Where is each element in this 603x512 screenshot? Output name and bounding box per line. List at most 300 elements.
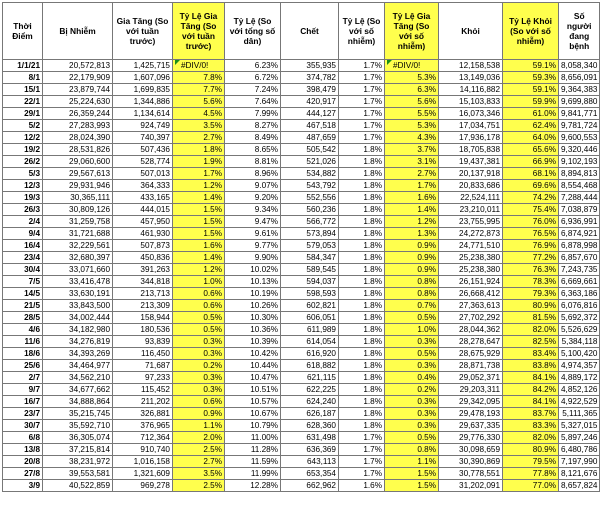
cell-rate-deaths[interactable]: 1.7% — [339, 120, 385, 132]
cell-active[interactable]: 5,897,246 — [559, 432, 600, 444]
cell-rate-increase-week[interactable]: 7.8% — [173, 72, 225, 84]
cell-rate-population[interactable]: 10.79% — [225, 420, 281, 432]
cell-rate-increase-infected[interactable]: 0.3% — [385, 396, 439, 408]
cell-rate-increase-infected[interactable]: 1.7% — [385, 180, 439, 192]
header-rate-increase-infected[interactable]: Tỷ Lệ Gia Tăng (So với số nhiễm) — [385, 3, 439, 60]
cell-recovered[interactable]: 28,044,362 — [439, 324, 503, 336]
cell-rate-deaths[interactable]: 1.8% — [339, 420, 385, 432]
cell-recovered[interactable]: 29,478,193 — [439, 408, 503, 420]
cell-rate-population[interactable]: 10.30% — [225, 312, 281, 324]
cell-deaths[interactable]: 631,498 — [281, 432, 339, 444]
cell-infected[interactable]: 37,215,814 — [43, 444, 113, 456]
cell-deaths[interactable]: 355,935 — [281, 60, 339, 72]
cell-rate-increase-week[interactable]: 1.1% — [173, 420, 225, 432]
cell-rate-increase-week[interactable]: 7.7% — [173, 84, 225, 96]
cell-infected[interactable]: 32,680,397 — [43, 252, 113, 264]
cell-rate-increase-infected[interactable]: #DIV/0! — [385, 60, 439, 72]
cell-increase[interactable]: 116,450 — [113, 348, 173, 360]
cell-rate-recovered[interactable]: 79.3% — [503, 288, 559, 300]
cell-rate-recovered[interactable]: 59.9% — [503, 96, 559, 108]
cell-deaths[interactable]: 622,225 — [281, 384, 339, 396]
cell-rate-population[interactable]: 11.59% — [225, 456, 281, 468]
cell-recovered[interactable]: 17,034,751 — [439, 120, 503, 132]
cell-rate-increase-infected[interactable]: 3.1% — [385, 156, 439, 168]
cell-date[interactable]: 5/2 — [3, 120, 43, 132]
cell-increase[interactable]: 71,687 — [113, 360, 173, 372]
cell-active[interactable]: 9,699,880 — [559, 96, 600, 108]
cell-rate-increase-week[interactable]: 5.6% — [173, 96, 225, 108]
cell-rate-recovered[interactable]: 77.2% — [503, 252, 559, 264]
cell-rate-population[interactable]: 10.39% — [225, 336, 281, 348]
cell-infected[interactable]: 35,215,745 — [43, 408, 113, 420]
cell-infected[interactable]: 36,305,074 — [43, 432, 113, 444]
cell-recovered[interactable]: 24,771,510 — [439, 240, 503, 252]
cell-increase[interactable]: 1,321,609 — [113, 468, 173, 480]
cell-rate-deaths[interactable]: 1.8% — [339, 288, 385, 300]
cell-rate-population[interactable]: 12.28% — [225, 480, 281, 492]
cell-rate-deaths[interactable]: 1.8% — [339, 300, 385, 312]
cell-date[interactable]: 1/1/21 — [3, 60, 43, 72]
cell-infected[interactable]: 38,231,972 — [43, 456, 113, 468]
cell-deaths[interactable]: 573,894 — [281, 228, 339, 240]
cell-active[interactable]: 7,038,879 — [559, 204, 600, 216]
cell-recovered[interactable]: 26,668,412 — [439, 288, 503, 300]
cell-rate-increase-infected[interactable]: 1.3% — [385, 228, 439, 240]
cell-rate-increase-week[interactable]: 1.5% — [173, 216, 225, 228]
cell-active[interactable]: 6,669,661 — [559, 276, 600, 288]
cell-deaths[interactable]: 374,782 — [281, 72, 339, 84]
header-increase[interactable]: Gia Tăng (So với tuần trước) — [113, 3, 173, 60]
cell-increase[interactable]: 115,452 — [113, 384, 173, 396]
cell-date[interactable]: 27/8 — [3, 468, 43, 480]
cell-rate-deaths[interactable]: 1.8% — [339, 180, 385, 192]
cell-active[interactable]: 8,656,091 — [559, 72, 600, 84]
cell-date[interactable]: 26/2 — [3, 156, 43, 168]
cell-rate-increase-infected[interactable]: 0.5% — [385, 432, 439, 444]
cell-rate-increase-infected[interactable]: 0.4% — [385, 372, 439, 384]
cell-infected[interactable]: 33,630,191 — [43, 288, 113, 300]
cell-rate-deaths[interactable]: 1.8% — [339, 372, 385, 384]
cell-rate-recovered[interactable]: 74.2% — [503, 192, 559, 204]
cell-increase[interactable]: 461,930 — [113, 228, 173, 240]
cell-date[interactable]: 2/4 — [3, 216, 43, 228]
cell-rate-deaths[interactable]: 1.8% — [339, 360, 385, 372]
cell-rate-deaths[interactable]: 1.8% — [339, 324, 385, 336]
cell-rate-population[interactable]: 8.81% — [225, 156, 281, 168]
cell-infected[interactable]: 20,572,813 — [43, 60, 113, 72]
cell-recovered[interactable]: 28,871,738 — [439, 360, 503, 372]
cell-date[interactable]: 4/6 — [3, 324, 43, 336]
header-rate-recovered[interactable]: Tỷ Lệ Khỏi (So với số nhiễm) — [503, 3, 559, 60]
cell-rate-deaths[interactable]: 1.7% — [339, 72, 385, 84]
cell-rate-increase-week[interactable]: 0.3% — [173, 372, 225, 384]
cell-rate-increase-infected[interactable]: 6.3% — [385, 84, 439, 96]
cell-increase[interactable]: 326,881 — [113, 408, 173, 420]
cell-rate-deaths[interactable]: 1.7% — [339, 444, 385, 456]
cell-recovered[interactable]: 26,151,924 — [439, 276, 503, 288]
cell-date[interactable]: 20/8 — [3, 456, 43, 468]
cell-date[interactable]: 12/2 — [3, 132, 43, 144]
cell-date[interactable]: 30/4 — [3, 264, 43, 276]
cell-recovered[interactable]: 29,342,095 — [439, 396, 503, 408]
cell-rate-increase-infected[interactable]: 5.5% — [385, 108, 439, 120]
cell-recovered[interactable]: 29,203,311 — [439, 384, 503, 396]
cell-recovered[interactable]: 25,238,380 — [439, 252, 503, 264]
cell-active[interactable]: 8,554,468 — [559, 180, 600, 192]
cell-rate-recovered[interactable]: 83.4% — [503, 348, 559, 360]
cell-deaths[interactable]: 420,917 — [281, 96, 339, 108]
header-rate-population[interactable]: Tỷ Lệ (So với tổng số dân) — [225, 3, 281, 60]
cell-increase[interactable]: 364,333 — [113, 180, 173, 192]
cell-recovered[interactable]: 12,158,538 — [439, 60, 503, 72]
cell-increase[interactable]: 528,774 — [113, 156, 173, 168]
cell-rate-deaths[interactable]: 1.7% — [339, 84, 385, 96]
cell-active[interactable]: 6,936,991 — [559, 216, 600, 228]
header-recovered[interactable]: Khỏi — [439, 3, 503, 60]
cell-rate-increase-infected[interactable]: 1.6% — [385, 192, 439, 204]
cell-recovered[interactable]: 15,103,833 — [439, 96, 503, 108]
cell-recovered[interactable]: 27,702,292 — [439, 312, 503, 324]
cell-active[interactable]: 9,364,383 — [559, 84, 600, 96]
cell-rate-recovered[interactable]: 75.4% — [503, 204, 559, 216]
cell-increase[interactable]: 213,713 — [113, 288, 173, 300]
cell-date[interactable]: 26/3 — [3, 204, 43, 216]
cell-active[interactable]: 8,058,340 — [559, 60, 600, 72]
cell-rate-deaths[interactable]: 1.8% — [339, 336, 385, 348]
cell-recovered[interactable]: 18,705,838 — [439, 144, 503, 156]
cell-increase[interactable]: 450,836 — [113, 252, 173, 264]
cell-rate-deaths[interactable]: 1.8% — [339, 348, 385, 360]
cell-active[interactable]: 9,841,771 — [559, 108, 600, 120]
cell-active[interactable]: 8,657,824 — [559, 480, 600, 492]
cell-active[interactable]: 4,974,357 — [559, 360, 600, 372]
cell-date[interactable]: 15/1 — [3, 84, 43, 96]
cell-deaths[interactable]: 505,542 — [281, 144, 339, 156]
cell-date[interactable]: 3/9 — [3, 480, 43, 492]
cell-rate-recovered[interactable]: 78.3% — [503, 276, 559, 288]
cell-rate-increase-week[interactable]: 0.6% — [173, 396, 225, 408]
cell-recovered[interactable]: 13,149,036 — [439, 72, 503, 84]
cell-infected[interactable]: 34,888,864 — [43, 396, 113, 408]
cell-rate-deaths[interactable]: 1.8% — [339, 252, 385, 264]
cell-recovered[interactable]: 30,778,551 — [439, 468, 503, 480]
cell-rate-recovered[interactable]: 59.3% — [503, 72, 559, 84]
cell-rate-increase-infected[interactable]: 5.3% — [385, 72, 439, 84]
header-infected[interactable]: Bị Nhiễm — [43, 3, 113, 60]
cell-recovered[interactable]: 20,833,686 — [439, 180, 503, 192]
cell-date[interactable]: 8/1 — [3, 72, 43, 84]
cell-rate-recovered[interactable]: 79.5% — [503, 456, 559, 468]
cell-rate-deaths[interactable]: 1.8% — [339, 228, 385, 240]
cell-rate-increase-infected[interactable]: 0.5% — [385, 312, 439, 324]
cell-rate-population[interactable]: 6.72% — [225, 72, 281, 84]
cell-rate-increase-infected[interactable]: 1.5% — [385, 468, 439, 480]
cell-rate-deaths[interactable]: 1.8% — [339, 216, 385, 228]
cell-rate-increase-week[interactable]: 0.5% — [173, 324, 225, 336]
cell-rate-recovered[interactable]: 77.0% — [503, 480, 559, 492]
cell-deaths[interactable]: 579,053 — [281, 240, 339, 252]
cell-active[interactable]: 8,894,813 — [559, 168, 600, 180]
cell-active[interactable]: 7,288,444 — [559, 192, 600, 204]
cell-rate-population[interactable]: 9.61% — [225, 228, 281, 240]
cell-rate-deaths[interactable]: 1.8% — [339, 192, 385, 204]
cell-infected[interactable]: 23,879,744 — [43, 84, 113, 96]
cell-rate-deaths[interactable]: 1.8% — [339, 312, 385, 324]
cell-infected[interactable]: 32,229,561 — [43, 240, 113, 252]
cell-infected[interactable]: 33,843,500 — [43, 300, 113, 312]
cell-infected[interactable]: 30,809,126 — [43, 204, 113, 216]
cell-infected[interactable]: 34,182,980 — [43, 324, 113, 336]
cell-rate-increase-infected[interactable]: 0.3% — [385, 420, 439, 432]
cell-rate-increase-week[interactable]: 0.3% — [173, 384, 225, 396]
cell-rate-increase-infected[interactable]: 1.4% — [385, 204, 439, 216]
cell-rate-increase-infected[interactable]: 2.7% — [385, 168, 439, 180]
cell-infected[interactable]: 25,224,630 — [43, 96, 113, 108]
cell-active[interactable]: 4,889,172 — [559, 372, 600, 384]
cell-increase[interactable]: 180,536 — [113, 324, 173, 336]
cell-rate-increase-infected[interactable]: 0.8% — [385, 276, 439, 288]
cell-rate-recovered[interactable]: 76.9% — [503, 240, 559, 252]
cell-infected[interactable]: 29,060,600 — [43, 156, 113, 168]
cell-date[interactable]: 28/5 — [3, 312, 43, 324]
cell-increase[interactable]: 924,749 — [113, 120, 173, 132]
cell-rate-population[interactable]: 10.26% — [225, 300, 281, 312]
cell-infected[interactable]: 34,393,269 — [43, 348, 113, 360]
cell-date[interactable]: 12/3 — [3, 180, 43, 192]
cell-rate-increase-infected[interactable]: 0.7% — [385, 300, 439, 312]
cell-date[interactable]: 9/7 — [3, 384, 43, 396]
cell-deaths[interactable]: 594,037 — [281, 276, 339, 288]
cell-rate-recovered[interactable]: 76.0% — [503, 216, 559, 228]
cell-rate-increase-week[interactable]: 1.5% — [173, 204, 225, 216]
cell-rate-increase-week[interactable]: 1.2% — [173, 264, 225, 276]
cell-rate-recovered[interactable]: 68.1% — [503, 168, 559, 180]
cell-rate-population[interactable]: 11.99% — [225, 468, 281, 480]
cell-increase[interactable]: 158,944 — [113, 312, 173, 324]
cell-rate-deaths[interactable]: 1.7% — [339, 108, 385, 120]
cell-infected[interactable]: 34,464,977 — [43, 360, 113, 372]
cell-deaths[interactable]: 616,920 — [281, 348, 339, 360]
cell-rate-population[interactable]: 9.07% — [225, 180, 281, 192]
cell-rate-recovered[interactable]: 77.8% — [503, 468, 559, 480]
cell-rate-recovered[interactable]: 59.1% — [503, 60, 559, 72]
cell-active[interactable]: 5,526,629 — [559, 324, 600, 336]
cell-rate-increase-week[interactable]: 1.7% — [173, 168, 225, 180]
cell-increase[interactable]: 740,397 — [113, 132, 173, 144]
cell-rate-population[interactable]: 10.57% — [225, 396, 281, 408]
cell-deaths[interactable]: 589,545 — [281, 264, 339, 276]
cell-deaths[interactable]: 584,347 — [281, 252, 339, 264]
cell-rate-population[interactable]: 11.28% — [225, 444, 281, 456]
cell-rate-increase-week[interactable]: 1.4% — [173, 252, 225, 264]
cell-rate-recovered[interactable]: 76.5% — [503, 228, 559, 240]
cell-rate-increase-week[interactable]: 0.6% — [173, 288, 225, 300]
cell-rate-increase-week[interactable]: 3.5% — [173, 468, 225, 480]
cell-infected[interactable]: 27,283,993 — [43, 120, 113, 132]
cell-rate-increase-infected[interactable]: 0.9% — [385, 264, 439, 276]
cell-rate-population[interactable]: 9.77% — [225, 240, 281, 252]
cell-recovered[interactable]: 29,637,335 — [439, 420, 503, 432]
cell-infected[interactable]: 31,721,688 — [43, 228, 113, 240]
cell-deaths[interactable]: 552,556 — [281, 192, 339, 204]
cell-rate-population[interactable]: 10.36% — [225, 324, 281, 336]
cell-deaths[interactable]: 398,479 — [281, 84, 339, 96]
cell-active[interactable]: 9,102,193 — [559, 156, 600, 168]
cell-active[interactable]: 8,121,676 — [559, 468, 600, 480]
cell-active[interactable]: 6,076,816 — [559, 300, 600, 312]
cell-rate-population[interactable]: 10.42% — [225, 348, 281, 360]
header-deaths[interactable]: Chết — [281, 3, 339, 60]
cell-rate-population[interactable]: 7.24% — [225, 84, 281, 96]
cell-rate-recovered[interactable]: 84.2% — [503, 384, 559, 396]
cell-recovered[interactable]: 23,755,995 — [439, 216, 503, 228]
cell-rate-population[interactable]: 10.19% — [225, 288, 281, 300]
cell-rate-increase-week[interactable]: 2.7% — [173, 132, 225, 144]
cell-infected[interactable]: 28,024,390 — [43, 132, 113, 144]
cell-date[interactable]: 13/8 — [3, 444, 43, 456]
cell-active[interactable]: 4,922,529 — [559, 396, 600, 408]
cell-rate-increase-infected[interactable]: 0.8% — [385, 444, 439, 456]
cell-rate-population[interactable]: 6.23% — [225, 60, 281, 72]
cell-rate-recovered[interactable]: 65.6% — [503, 144, 559, 156]
cell-rate-population[interactable]: 10.02% — [225, 264, 281, 276]
cell-infected[interactable]: 34,677,662 — [43, 384, 113, 396]
cell-active[interactable]: 6,878,998 — [559, 240, 600, 252]
cell-increase[interactable]: 211,202 — [113, 396, 173, 408]
cell-date[interactable]: 7/5 — [3, 276, 43, 288]
cell-rate-recovered[interactable]: 83.3% — [503, 420, 559, 432]
cell-date[interactable]: 23/4 — [3, 252, 43, 264]
cell-recovered[interactable]: 31,202,091 — [439, 480, 503, 492]
cell-active[interactable]: 6,363,186 — [559, 288, 600, 300]
cell-recovered[interactable]: 30,390,869 — [439, 456, 503, 468]
cell-active[interactable]: 9,781,724 — [559, 120, 600, 132]
cell-date[interactable]: 19/2 — [3, 144, 43, 156]
cell-rate-population[interactable]: 9.47% — [225, 216, 281, 228]
cell-rate-increase-week[interactable]: 0.9% — [173, 408, 225, 420]
cell-increase[interactable]: 1,607,096 — [113, 72, 173, 84]
cell-date[interactable]: 21/5 — [3, 300, 43, 312]
cell-rate-population[interactable]: 9.90% — [225, 252, 281, 264]
cell-active[interactable]: 6,874,921 — [559, 228, 600, 240]
cell-date[interactable]: 11/6 — [3, 336, 43, 348]
cell-rate-increase-infected[interactable]: 0.8% — [385, 288, 439, 300]
cell-deaths[interactable]: 543,792 — [281, 180, 339, 192]
cell-rate-increase-week[interactable]: 1.5% — [173, 228, 225, 240]
cell-rate-population[interactable]: 9.34% — [225, 204, 281, 216]
cell-rate-recovered[interactable]: 59.1% — [503, 84, 559, 96]
cell-rate-population[interactable]: 8.27% — [225, 120, 281, 132]
cell-rate-increase-week[interactable]: 0.2% — [173, 360, 225, 372]
cell-rate-increase-week[interactable]: 0.3% — [173, 336, 225, 348]
cell-rate-increase-infected[interactable]: 3.7% — [385, 144, 439, 156]
cell-deaths[interactable]: 621,115 — [281, 372, 339, 384]
cell-recovered[interactable]: 14,116,882 — [439, 84, 503, 96]
cell-deaths[interactable]: 628,360 — [281, 420, 339, 432]
cell-rate-increase-infected[interactable]: 0.9% — [385, 252, 439, 264]
cell-rate-increase-infected[interactable]: 5.6% — [385, 96, 439, 108]
cell-increase[interactable]: 507,873 — [113, 240, 173, 252]
cell-rate-increase-infected[interactable]: 1.0% — [385, 324, 439, 336]
header-rate-deaths[interactable]: Tỷ Lệ (So với số nhiễm) — [339, 3, 385, 60]
cell-deaths[interactable]: 643,113 — [281, 456, 339, 468]
cell-rate-increase-week[interactable]: 1.0% — [173, 276, 225, 288]
cell-deaths[interactable]: 662,962 — [281, 480, 339, 492]
cell-rate-recovered[interactable]: 83.7% — [503, 408, 559, 420]
cell-rate-deaths[interactable]: 1.8% — [339, 156, 385, 168]
cell-rate-deaths[interactable]: 1.8% — [339, 144, 385, 156]
cell-recovered[interactable]: 19,437,381 — [439, 156, 503, 168]
cell-rate-population[interactable]: 10.67% — [225, 408, 281, 420]
cell-increase[interactable]: 1,699,835 — [113, 84, 173, 96]
cell-rate-recovered[interactable]: 80.9% — [503, 300, 559, 312]
cell-infected[interactable]: 29,931,946 — [43, 180, 113, 192]
cell-recovered[interactable]: 24,272,873 — [439, 228, 503, 240]
cell-rate-increase-infected[interactable]: 5.3% — [385, 120, 439, 132]
cell-date[interactable]: 22/1 — [3, 96, 43, 108]
cell-rate-recovered[interactable]: 64.0% — [503, 132, 559, 144]
cell-rate-deaths[interactable]: 1.8% — [339, 168, 385, 180]
cell-increase[interactable]: 93,839 — [113, 336, 173, 348]
cell-infected[interactable]: 39,553,581 — [43, 468, 113, 480]
cell-rate-deaths[interactable]: 1.7% — [339, 132, 385, 144]
cell-active[interactable]: 6,857,670 — [559, 252, 600, 264]
header-date[interactable]: Thời Điểm — [3, 3, 43, 60]
cell-increase[interactable]: 507,436 — [113, 144, 173, 156]
cell-rate-increase-infected[interactable]: 0.9% — [385, 240, 439, 252]
cell-date[interactable]: 18/6 — [3, 348, 43, 360]
cell-deaths[interactable]: 444,127 — [281, 108, 339, 120]
cell-rate-deaths[interactable]: 1.7% — [339, 60, 385, 72]
cell-recovered[interactable]: 23,210,011 — [439, 204, 503, 216]
cell-rate-recovered[interactable]: 61.0% — [503, 108, 559, 120]
cell-deaths[interactable]: 602,821 — [281, 300, 339, 312]
cell-rate-increase-week[interactable]: 0.6% — [173, 300, 225, 312]
cell-infected[interactable]: 33,416,478 — [43, 276, 113, 288]
cell-rate-recovered[interactable]: 83.8% — [503, 360, 559, 372]
cell-active[interactable]: 5,384,118 — [559, 336, 600, 348]
cell-deaths[interactable]: 606,051 — [281, 312, 339, 324]
cell-rate-increase-infected[interactable]: 0.3% — [385, 336, 439, 348]
cell-increase[interactable]: 712,364 — [113, 432, 173, 444]
cell-active[interactable]: 5,100,420 — [559, 348, 600, 360]
cell-rate-recovered[interactable]: 82.5% — [503, 336, 559, 348]
cell-date[interactable]: 30/7 — [3, 420, 43, 432]
cell-date[interactable]: 25/6 — [3, 360, 43, 372]
cell-infected[interactable]: 34,276,819 — [43, 336, 113, 348]
cell-deaths[interactable]: 534,882 — [281, 168, 339, 180]
cell-increase[interactable]: 1,425,715 — [113, 60, 173, 72]
cell-deaths[interactable]: 598,593 — [281, 288, 339, 300]
cell-infected[interactable]: 40,522,859 — [43, 480, 113, 492]
cell-recovered[interactable]: 17,936,178 — [439, 132, 503, 144]
cell-infected[interactable]: 34,002,444 — [43, 312, 113, 324]
cell-infected[interactable]: 29,567,613 — [43, 168, 113, 180]
cell-rate-deaths[interactable]: 1.6% — [339, 480, 385, 492]
cell-rate-recovered[interactable]: 82.0% — [503, 324, 559, 336]
cell-active[interactable]: 4,852,126 — [559, 384, 600, 396]
header-active[interactable]: Số người đang bệnh — [559, 3, 600, 60]
cell-rate-increase-week[interactable]: 2.7% — [173, 456, 225, 468]
cell-rate-recovered[interactable]: 62.4% — [503, 120, 559, 132]
cell-rate-recovered[interactable]: 66.9% — [503, 156, 559, 168]
cell-rate-deaths[interactable]: 1.8% — [339, 240, 385, 252]
cell-active[interactable]: 5,111,365 — [559, 408, 600, 420]
cell-deaths[interactable]: 611,989 — [281, 324, 339, 336]
cell-recovered[interactable]: 16,073,346 — [439, 108, 503, 120]
cell-rate-increase-week[interactable]: 1.2% — [173, 180, 225, 192]
cell-infected[interactable]: 26,359,244 — [43, 108, 113, 120]
